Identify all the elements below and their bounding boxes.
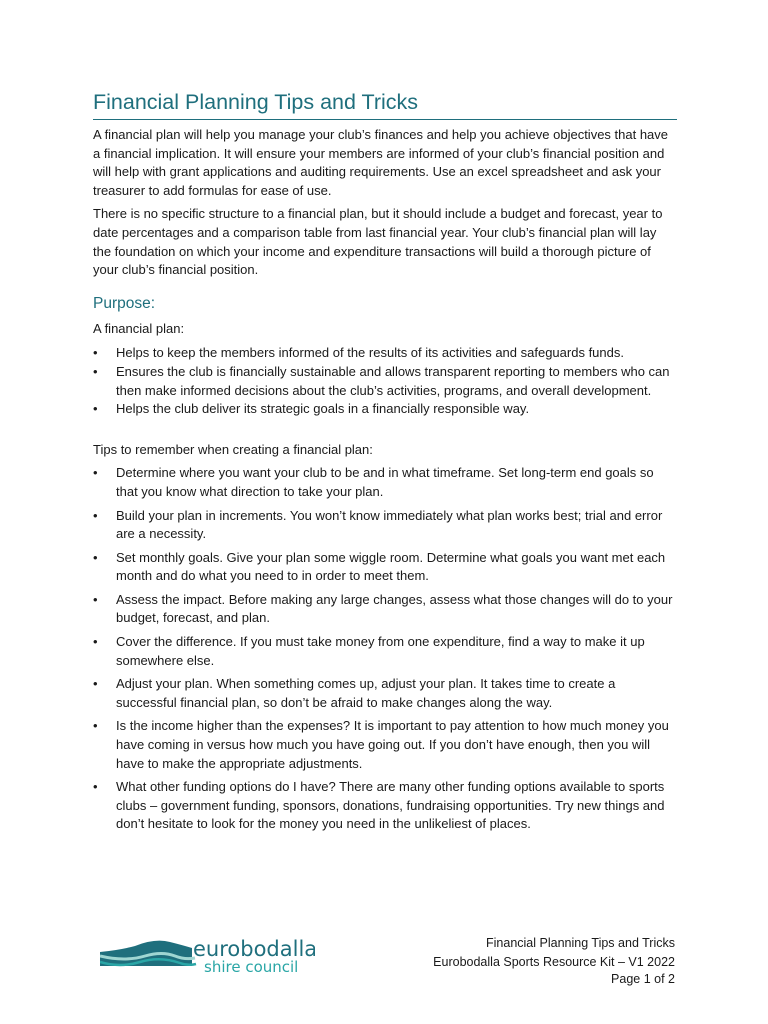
- tip-item: [93, 591, 677, 628]
- tip-item-text: What other funding options do I have? There are many other funding options available to sports clubs – government funding, sponsors, donations, fundraising opportunities. Try new things and don’t hesitate to look for the money you need in the unlikeliest of places.: [116, 779, 665, 832]
- document-page: [93, 88, 677, 839]
- bullet-icon: •: [93, 507, 98, 523]
- tip-item: [93, 778, 677, 834]
- purpose-lead: A financial plan:: [93, 320, 185, 336]
- tip-item: [93, 549, 677, 586]
- tips-lead: Tips to remember when creating a financial plan:: [93, 441, 373, 457]
- bullet-icon: •: [93, 549, 98, 565]
- bullet-icon: •: [93, 345, 98, 361]
- intro-paragraph-1: A financial plan will help you manage your club’s finances and help you achieve objectives that have a financial implication. It will ensure your members are informed of your club’s financial position and will help with grant applications and auditing requirements. Use an excel spreadsheet and ask your treasurer to add formulas for ease of use.: [93, 127, 669, 198]
- intro-paragraph-2: There is no specific structure to a financial plan, but it should include a budget and forecast, year to date percentages and a comparison table from last financial year. Your club’s financial plan will lay the foundation on which your income and expenditure transactions will build a thorough picture of your club’s financial position.: [93, 206, 663, 278]
- page-title: Financial Planning Tips and Tricks: [93, 88, 677, 120]
- tip-item-text: Is the income higher than the expenses? It is important to pay attention to how much money you have coming in versus how much you have going out. If you don’t have enough, then you will have to make the appropriate adjustments.: [116, 718, 669, 771]
- bullet-icon: •: [93, 591, 98, 607]
- logo-word-eurobodalla: eurobodalla: [193, 937, 315, 961]
- tip-item-text: Adjust your plan. When something comes up, adjust your plan. It takes time to create a successful financial plan, so don’t be afraid to make changes along the way.: [116, 676, 616, 710]
- purpose-item-text: Helps to keep the members informed of the results of its activities and safeguards funds.: [116, 345, 624, 361]
- bullet-icon: •: [93, 676, 98, 692]
- purpose-item: [93, 344, 677, 363]
- bullet-icon: •: [93, 779, 98, 795]
- footer-doc-title: Financial Planning Tips and Tricks: [486, 936, 675, 950]
- purpose-list: [93, 344, 677, 418]
- purpose-heading: Purpose:: [93, 294, 156, 312]
- logo-word-shire-council: shire council: [204, 958, 299, 976]
- tip-item: [93, 717, 677, 773]
- council-logo: [100, 936, 315, 976]
- purpose-item: [93, 400, 677, 419]
- purpose-item-text: Helps the club deliver its strategic goals in a financially responsible way.: [116, 401, 530, 417]
- footer-text: [433, 934, 675, 972]
- tip-item-text: Assess the impact. Before making any large changes, assess what those changes will do to your budget, forecast, and plan.: [116, 591, 673, 626]
- tip-item: [93, 675, 677, 712]
- tip-item: [93, 507, 677, 544]
- purpose-item-text: Ensures the club is financially sustainable and allows transparent reporting to members who can then make informed decisions about the club’s activities, programs, and overall development.: [116, 363, 670, 398]
- tip-item-text: Build your plan in increments. You won’t know immediately what plan works best; trial and error are a necessity.: [116, 507, 663, 542]
- tip-item-text: Cover the difference. If you must take money from one expenditure, find a way to make it up somewhere else.: [116, 634, 645, 668]
- bullet-icon: •: [93, 634, 98, 650]
- council-logo-graphic: [100, 936, 315, 976]
- tip-item-text: Determine where you want your club to be and in what timeframe. Set long-term end goals so that you know what direction to take your plan.: [116, 465, 654, 499]
- bullet-icon: •: [93, 401, 98, 417]
- tip-item: [93, 464, 677, 501]
- bullet-icon: •: [93, 465, 98, 481]
- footer-kit: Eurobodalla Sports Resource Kit – V1 2022: [433, 955, 675, 969]
- tip-item-text: Set monthly goals. Give your plan some wiggle room. Determine what goals you want met each month and do what you need to in order to meet them.: [116, 549, 666, 584]
- purpose-item: [93, 363, 677, 400]
- page-number: Page 1 of 2: [611, 972, 675, 986]
- tip-item: [93, 633, 677, 670]
- bullet-icon: •: [93, 718, 98, 734]
- tips-list: [93, 464, 677, 834]
- bullet-icon: •: [93, 363, 98, 379]
